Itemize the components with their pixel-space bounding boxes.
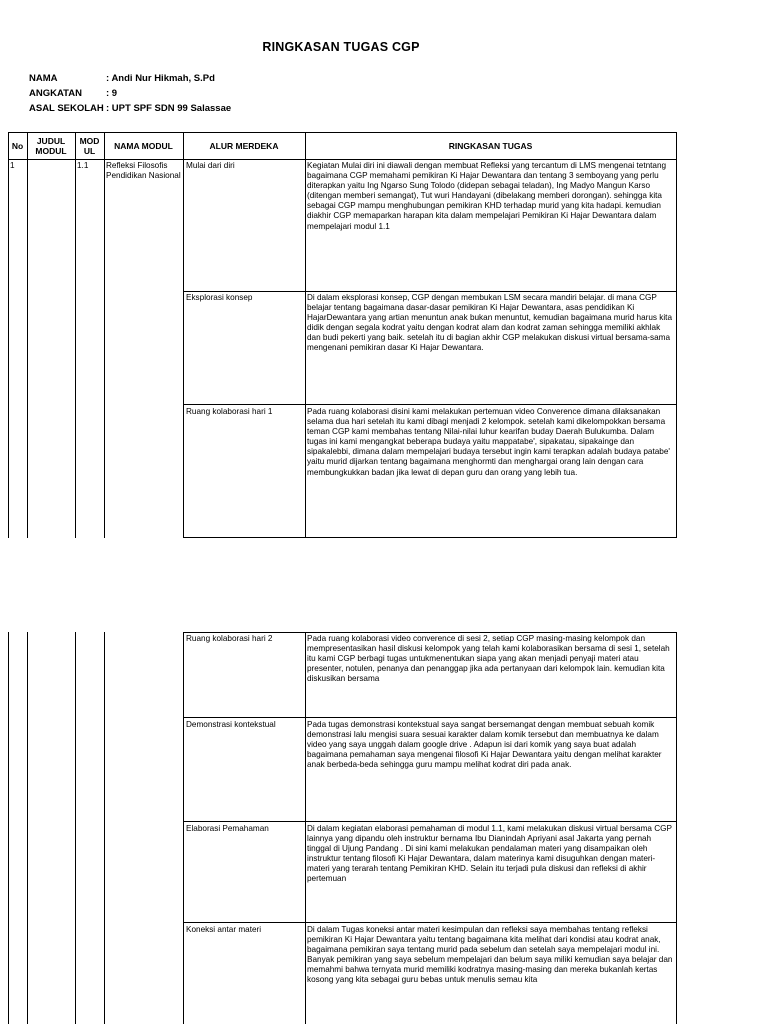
- ringkasan-text: Pada ruang kolaborasi video converence di sesi 2, setiap CGP masing-masing kelompok dan mempresentasikan hasil diskusi kelompok yang telah kami kolaborasikan bersama di sesi 1, setelah itu kami CGP berbagi tugas untukmenentukan siapa yang akan menjadi penyaji materi atau presenter, notulen, penanya dan penanggap jika ada pertanyaan dari kelompok lain. kemudian kita diskusikan bersama: [307, 634, 670, 684]
- alur-label: Elaborasi Pemahaman: [186, 824, 269, 833]
- row-divider: [183, 717, 676, 718]
- alur-label: Demonstrasi kontekstual: [186, 720, 276, 729]
- column-border: [27, 632, 28, 1024]
- header-divider: [8, 159, 676, 160]
- ringkasan-text: Di dalam Tugas koneksi antar materi kesimpulan dan refleksi saya membahas tentang refleksi pemikiran Ki Hajar Dewantara yaitu tentang bagaimana kita melihat dari kondisi atau kodrat anak, bagaimana pemikiran saya tentang murid pada sebelum dan setelah saya mempelajari modul ini. Banyak pemikiran yang saya sebelum mempelajari dan belum saya miliki kemudian saya belajar dan memahmi bahwa ternyata murid memiliki kodratnya masing-masing dan mereka bukanlah kertas kosong yang kita sebagai guru bebas untuk menulis semau kita: [307, 925, 673, 985]
- header-ringkasan-tugas: RINGKASAN TUGAS: [448, 140, 533, 151]
- column-border: [8, 132, 9, 538]
- header-alur-merdeka: ALUR MERDEKA: [209, 140, 279, 151]
- info-label: NAMA: [29, 73, 58, 84]
- header-modul: MOD UL: [79, 135, 100, 156]
- column-border: [75, 132, 76, 538]
- info-label: ASAL SEKOLAH: [29, 103, 104, 114]
- row-number: 1: [10, 161, 15, 170]
- ringkasan-text: Kegiatan Mulai diri ini diawali dengan membuat Refleksi yang tercantum di LMS mengenai tetntang bagaimana CGP memahami pemikiran Ki Hajar Dewantara dan tentang 3 semboyang yang perlu diterapkan yaitu Ing Ngarso Sung Tolodo (didepan sebagai teladan), Ing Madyo Mangun Karso (ditengan memberi semangat), Tut wuri Handayani (dibelakang memberi dorongan). sehingga kita sebagai CGP mampu menghubungan pemikiran KHD terhadap murid yang kita hadapi. kemudian diakhir CGP memaparkan harapan kita dalam mempelajari Pemikiran Ki Hajar Dewantara dalam mempelajari modul 1.1: [307, 161, 667, 231]
- info-value: : 9: [106, 88, 118, 99]
- column-border: [8, 632, 9, 1024]
- info-value: : UPT SPF SDN 99 Salassae: [106, 103, 232, 114]
- table-border-right: [676, 132, 677, 538]
- row-divider: [183, 922, 676, 923]
- row-divider: [183, 291, 676, 292]
- row-divider: [183, 537, 676, 538]
- alur-label: Ruang kolaborasi hari 2: [186, 634, 273, 643]
- column-border: [104, 132, 105, 538]
- column-border: [104, 632, 105, 1024]
- info-value: : Andi Nur Hikmah, S.Pd: [106, 73, 215, 84]
- ringkasan-text: Di dalam eksplorasi konsep, CGP dengan membukan LSM secara mandiri belajar. di mana CGP belajar tentang bagaimana dasar-dasar pemikiran Ki Hajar Dewantara, asas pendidikan Ki HajarDewantara yang artian menuntun anak bukan menuntut, kemudian bagaimana murid harus kita didik dengan segala kodrat yaitu dengan kodrat alam dan kodrat zaman sehingga memiliki akhlak dan budi pekerti yang baik. setelah itu di bagian akhir CGP melakukan diskusi virtual bersama-sama mengenani pemikiran dasar Ki Hajar Dewantara.: [307, 293, 673, 353]
- row-divider: [183, 404, 676, 405]
- header-judul-modul: JUDUL MODUL: [35, 135, 67, 156]
- row-divider: [183, 821, 676, 822]
- column-border: [305, 632, 306, 1024]
- column-border: [27, 132, 28, 538]
- alur-label: Eksplorasi konsep: [186, 293, 253, 302]
- header-no: No: [11, 140, 24, 151]
- alur-label: Mulai dari diri: [186, 161, 235, 170]
- header-nama-modul: NAMA MODUL: [114, 140, 173, 151]
- column-border: [183, 632, 184, 1024]
- row-divider: [183, 632, 676, 633]
- module-name: Refleksi Filosofis Pendidikan Nasional: [106, 161, 181, 181]
- column-border: [75, 632, 76, 1024]
- table-border-right: [676, 632, 677, 1024]
- info-label: ANGKATAN: [29, 88, 82, 99]
- document-title: RINGKASAN TUGAS CGP: [262, 40, 420, 54]
- module-number: 1.1: [77, 161, 89, 170]
- alur-label: Ruang kolaborasi hari 1: [186, 407, 273, 416]
- ringkasan-text: Pada tugas demonstrasi kontekstual saya sangat bersemangat dengan membuat sebuah komik demonstrasi lalu mengisi suara sesuai karakter dalam komik tersebut dan membuatnya ke dalam video yang saya unggah dalam google drive . Adapun isi dari komik yang saya buat adalah bagaimana pemahaman saya mengenai filosofi Ki Hajar Dewantara yaitu dengan melihat karakter anak berbeda-beda sehingga guru mampu melihat kodrat diri pada anak.: [307, 720, 662, 770]
- ringkasan-text: Di dalam kegiatan elaborasi pemahaman di modul 1.1, kami melakukan diskusi virtual bersama CGP lainnya yang dipandu oleh instruktur bernama Ibu Dianindah Apriyani asal Jakarta yang pernah tinggal di Ujung Pandang . Di sini kami melakukan pendalaman materi yang disampaikan oleh instruktur tentang filosofi Ki Hajar Dewantara, dalam materinya kami disuguhkan dengan materi-materi yang terarah tentang Pemikiran KHD. Selain itu terjadi pula diskusi dan refleksi di akhir pertemuan: [307, 824, 672, 884]
- column-border: [183, 132, 184, 538]
- column-border: [305, 132, 306, 538]
- alur-label: Koneksi antar materi: [186, 925, 262, 934]
- ringkasan-text: Pada ruang kolaborasi disini kami melakukan pertemuan video Converence dimana dilaksanakan selama dua hari setelah itu kami dibagi menjadi 2 kelompok. setelah kami dikelompokkan bersama teman CGP kami membahas tentang Nilai-nilai luhur kearifan buday Daerah Bulukumba. Dalam tugas ini kami mengangkat beberapa budaya yaitu mappatabe', sipakatau, sipakainge dan sipakalebbi, dimana dalam mempelajari budaya tersebut ingin kami terapkan adalah budaya patabe' yaitu murid dijarkan tentang bagaimana menghormti dan menghargai orang lain dengan cara membungkukkan badan jika lewat di depan guru dan orang yang lebih tua.: [307, 407, 670, 477]
